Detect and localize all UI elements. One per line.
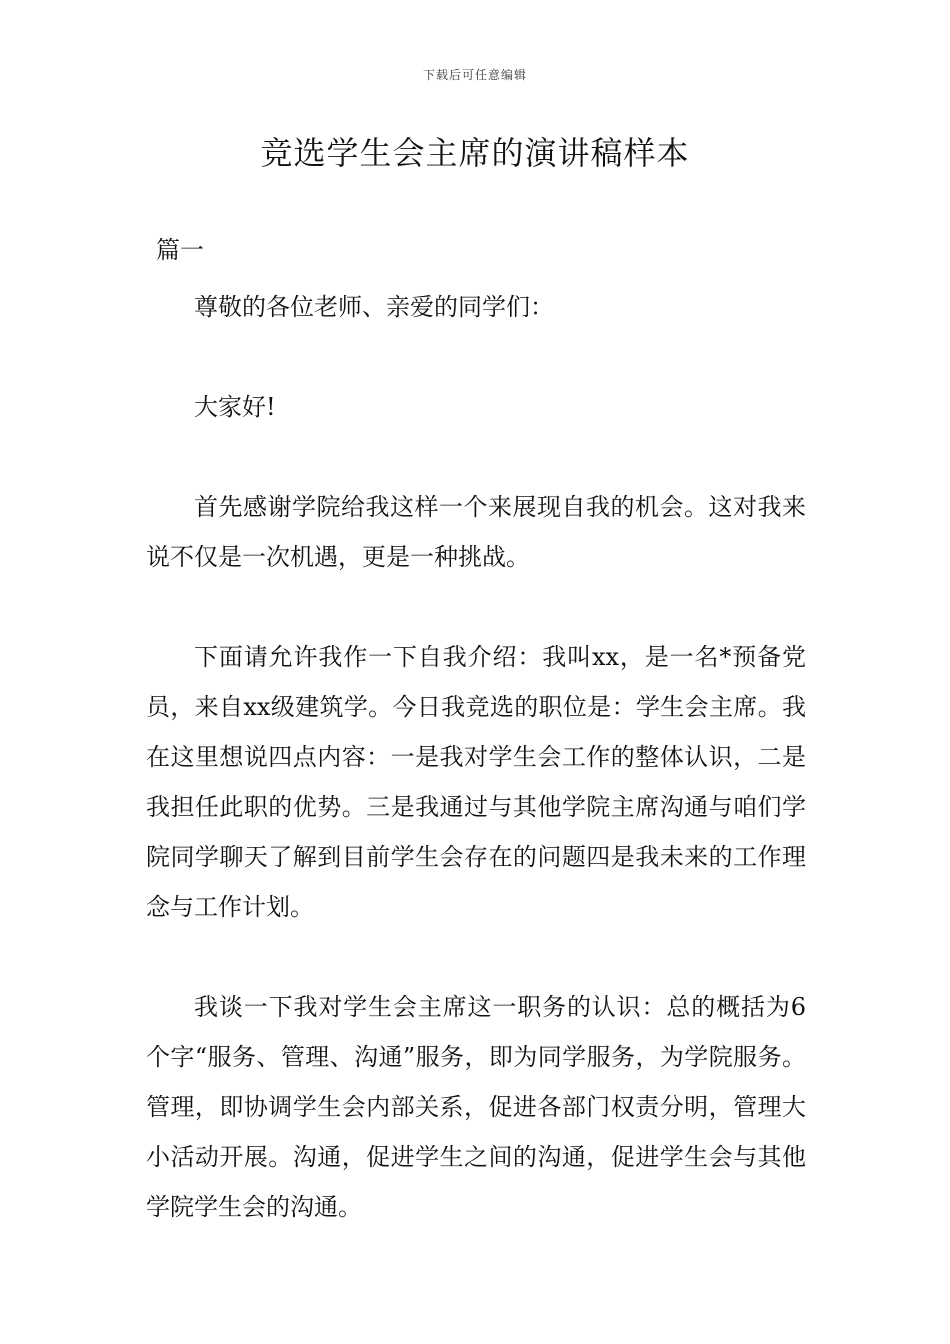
page-header-note: 下载后可任意编辑	[422, 68, 527, 82]
paragraph-introduction: 下面请允许我作一下自我介绍：我叫xx，是一名*预备党员，来自xx级建筑学。今日我竞选的职位是：学生会主席。我在这里想说四点内容：一是我对学生会工作的整体认识，二是我担任此职的优势。三是我通过与其他学院主席沟通与咱们学院同学聊天了解到目前学生会存在的问题四是我未来的工作理念与工作计划。	[146, 643, 806, 921]
paragraph-role-understanding: 我谈一下我对学生会主席这一职务的认识：总的概括为6个字“服务、管理、沟通”服务，即为同学服务，为学院服务。管理，即协调学生会内部关系，促进各部门权责分明，管理大小活动开展。沟通，促进学生之间的沟通，促进学生会与其他学院学生会的沟通。	[146, 993, 806, 1221]
paragraph-hello: 大家好!	[194, 393, 276, 421]
paragraph-thanks: 首先感谢学院给我这样一个来展现自我的机会。这对我来说不仅是一次机遇，更是一种挑战。	[146, 493, 806, 571]
paragraph-greeting: 尊敬的各位老师、亲爱的同学们：	[194, 293, 554, 321]
section-label: 篇一	[156, 236, 204, 264]
document-body	[146, 230, 806, 1232]
document-title: 竞选学生会主席的演讲稿样本	[260, 134, 690, 172]
